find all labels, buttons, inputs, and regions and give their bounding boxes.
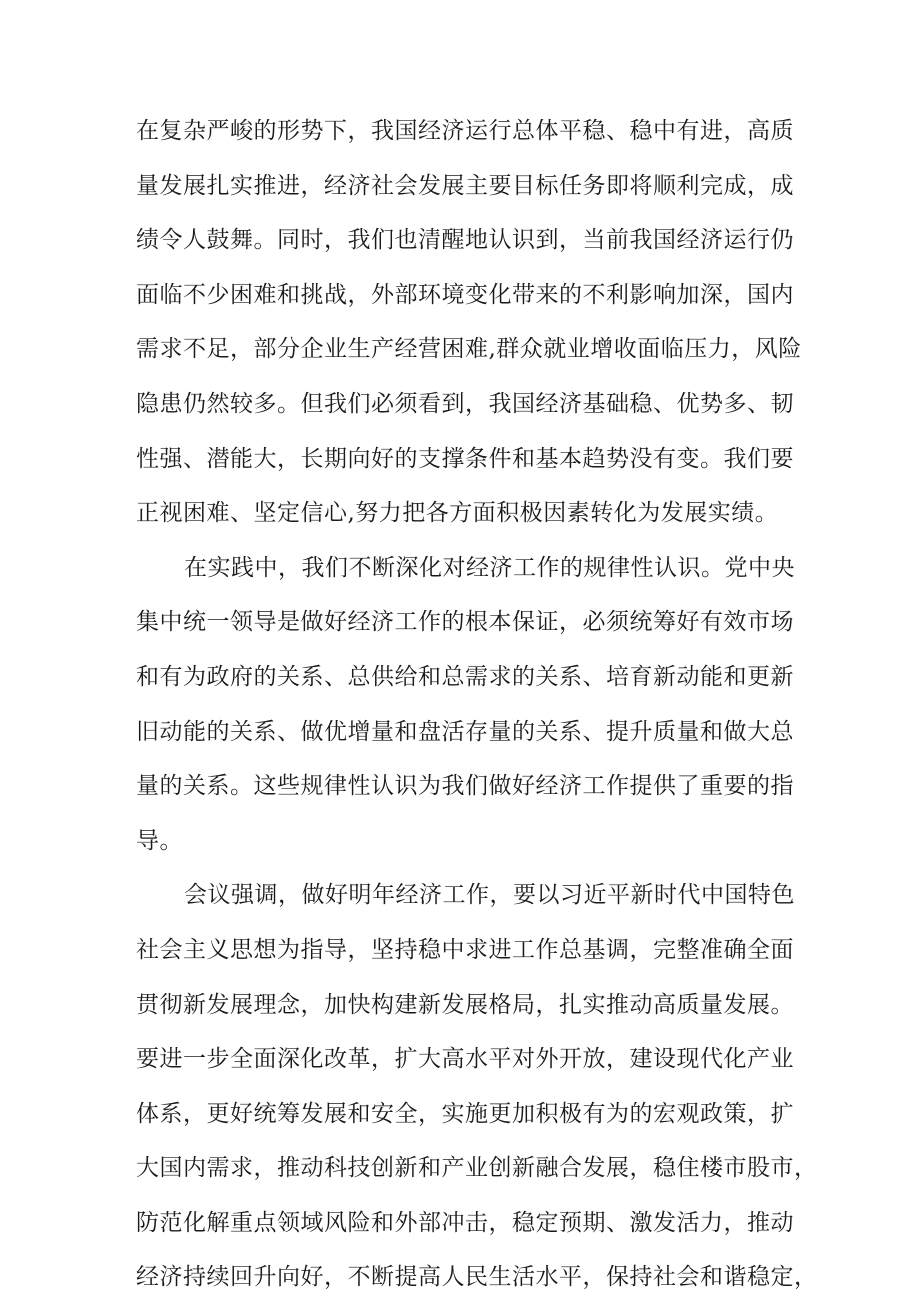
text-line: 量的关系。这些规律性认识为我们做好经济工作提供了重要的指 bbox=[136, 773, 794, 800]
text-line: 会议强调，做好明年经济工作，要以习近平新时代中国特色 bbox=[184, 882, 795, 909]
text-line: 社会主义思想为指导，坚持稳中求进工作总基调，完整准确全面 bbox=[136, 936, 794, 963]
text-line: 体系，更好统筹发展和安全，实施更加积极有为的宏观政策，扩 bbox=[136, 1100, 794, 1127]
text-line: 需求不足，部分企业生产经营困难,群众就业增收面临压力，风险 bbox=[136, 336, 802, 363]
text-line: 量发展扎实推进，经济社会发展主要目标任务即将顺利完成，成 bbox=[136, 172, 794, 199]
text-line: 在复杂严峻的形势下，我国经济运行总体平稳、稳中有进，高质 bbox=[136, 118, 794, 144]
text-line: 和有为政府的关系、总供给和总需求的关系、培育新动能和更新 bbox=[136, 663, 794, 690]
text-line: 旧动能的关系、做优增量和盘活存量的关系、提升质量和做大总 bbox=[136, 718, 794, 745]
text-line: 导。 bbox=[136, 827, 183, 854]
document-body bbox=[136, 104, 818, 1305]
text-line: 隐患仍然较多。但我们必须看到，我国经济基础稳、优势多、韧 bbox=[136, 390, 794, 417]
text-line: 要进一步全面深化改革，扩大高水平对外开放，建设现代化产业 bbox=[136, 1046, 794, 1073]
text-line: 绩令人鼓舞。同时，我们也清醒地认识到，当前我国经济运行仍 bbox=[136, 227, 794, 254]
text-line: 在实践中，我们不断深化对经济工作的规律性认识。党中央 bbox=[184, 554, 795, 581]
text-line: 大国内需求，推动科技创新和产业创新融合发展，稳住楼市股市， bbox=[136, 1155, 818, 1182]
text-line: 面临不少困难和挑战，外部环境变化带来的不利影响加深，国内 bbox=[136, 281, 794, 308]
text-line: 集中统一领导是做好经济工作的根本保证，必须统筹好有效市场 bbox=[136, 609, 794, 636]
text-line: 性强、潜能大，长期向好的支撑条件和基本趋势没有变。我们要 bbox=[136, 445, 794, 472]
text-line: 防范化解重点领域风险和外部冲击，稳定预期、激发活力，推动 bbox=[136, 1209, 794, 1236]
text-line: 经济持续回升向好，不断提高人民生活水平，保持社会和谐稳定， bbox=[136, 1264, 818, 1291]
text-line: 贯彻新发展理念，加快构建新发展格局，扎实推动高质量发展。 bbox=[136, 991, 794, 1018]
text-line: 正视困难、坚定信心,努力把各方面积极因素转化为发展实绩。 bbox=[136, 500, 779, 527]
